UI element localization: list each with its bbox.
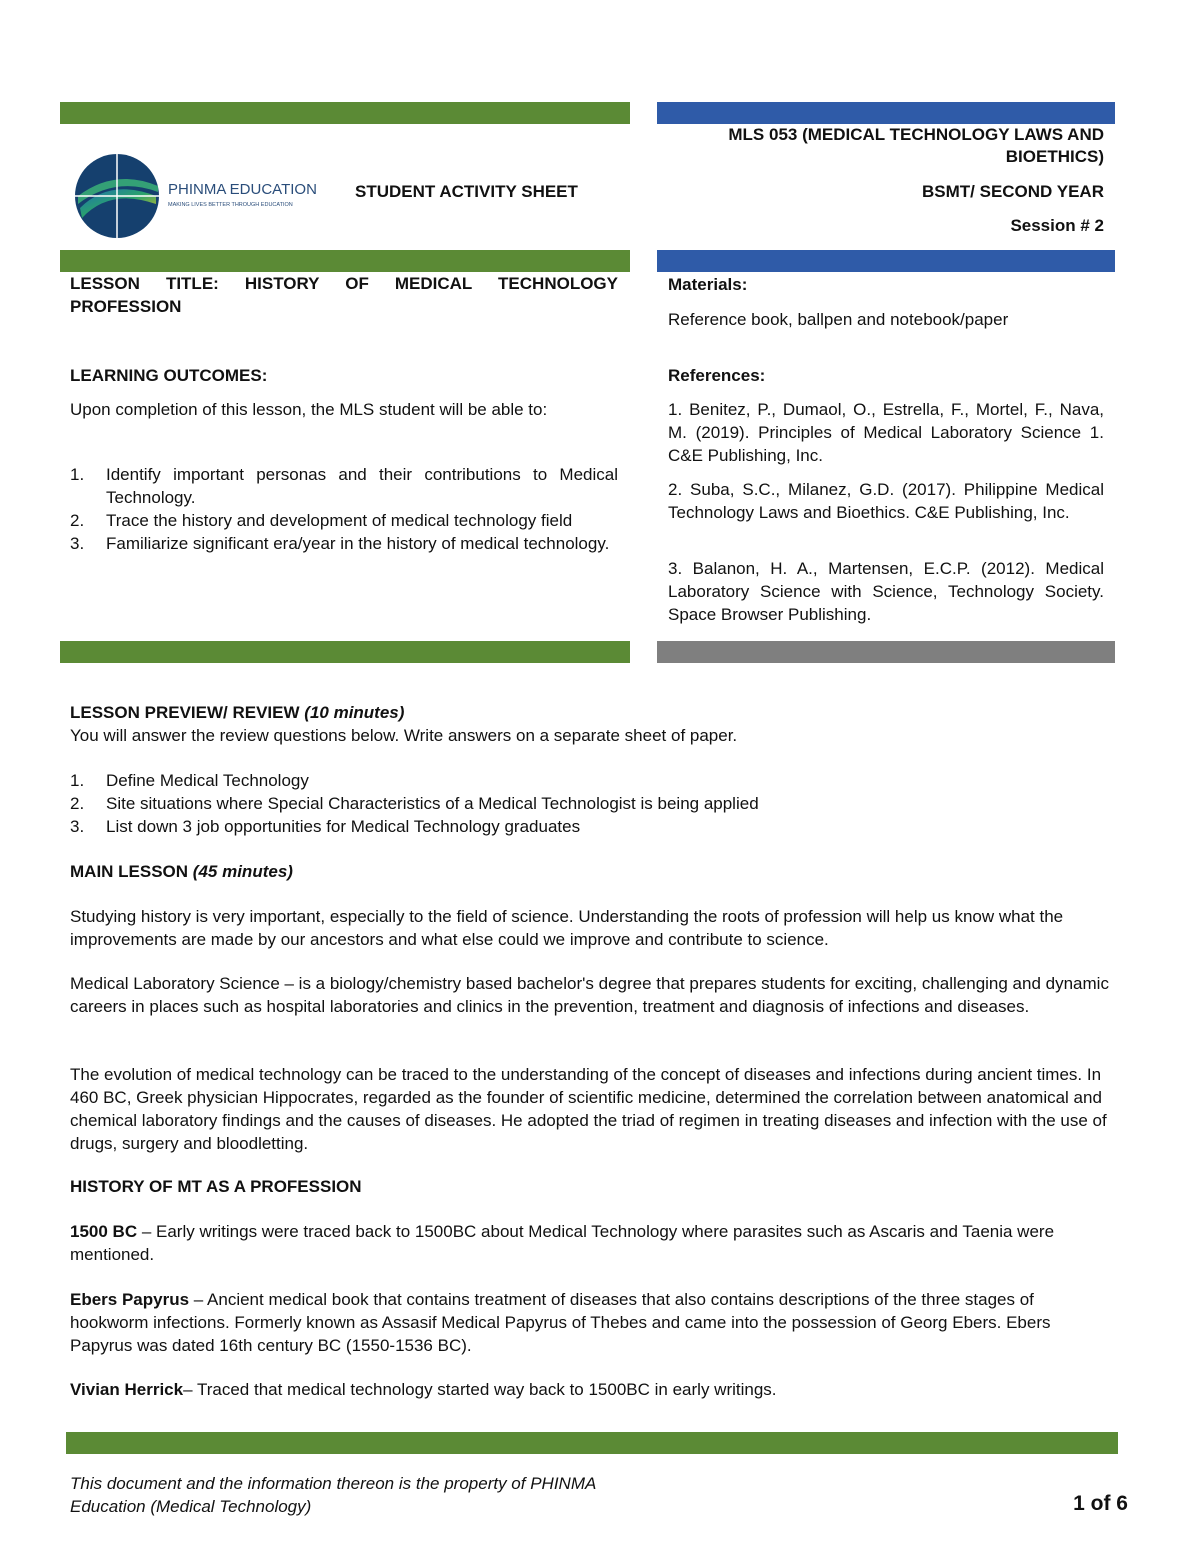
phinma-logo xyxy=(60,148,332,244)
course-title xyxy=(660,124,1104,168)
history-term: Ebers Papyrus xyxy=(70,1290,190,1309)
third-right-bar xyxy=(657,641,1115,663)
history-heading: HISTORY OF MT AS A PROFESSION xyxy=(70,1177,362,1196)
main-lesson-heading xyxy=(70,860,293,883)
footer-bar xyxy=(66,1432,1118,1454)
history-entry-ebers xyxy=(70,1288,1112,1357)
list-item xyxy=(70,769,1110,792)
history-term: 1500 BC xyxy=(70,1222,138,1241)
list-number: 3. xyxy=(70,534,85,553)
list-text: Identify important personas and their contributions to Medical Technology. xyxy=(106,465,618,507)
preview-heading xyxy=(70,701,404,724)
lesson-title: LESSON TITLE: HISTORY OF MEDICAL TECHNOLOGY PROFESSION xyxy=(70,274,618,316)
materials-heading: Materials: xyxy=(668,275,748,294)
list-number: 1. xyxy=(70,771,85,790)
history-text: – Ancient medical book that contains treatment of diseases that also contains descriptions of the three stages of hookworm infections. Formerly known as Assasif Medical Papyrus of Thebes and came into the possession of Georg Ebers. Ebers Papyrus was dated 16th century BC (1550-1536 BC). xyxy=(70,1290,1051,1355)
list-number: 2. xyxy=(70,794,85,813)
list-text: List down 3 job opportunities for Medical Technology graduates xyxy=(106,817,581,836)
list-number: 2. xyxy=(70,511,85,530)
main-paragraph-2: Medical Laboratory Science – is a biology/chemistry based bachelor's degree that prepares students for exciting, challenging and dynamic careers in places such as hospital laboratories and clinics in the prevention, treatment and diagnosis of infections and diseases. xyxy=(70,974,1109,1016)
activity-title: STUDENT ACTIVITY SHEET xyxy=(355,182,578,201)
list-item xyxy=(70,463,618,509)
second-right-bar xyxy=(657,250,1115,272)
outcomes-intro: Upon completion of this lesson, the MLS student will be able to: xyxy=(70,400,548,419)
list-text: Familiarize significant era/year in the history of medical technology. xyxy=(106,534,610,553)
preview-duration: (10 minutes) xyxy=(304,703,405,722)
list-item xyxy=(70,509,618,532)
second-left-bar xyxy=(60,250,630,272)
top-left-bar xyxy=(60,102,630,124)
preview-heading-text: LESSON PREVIEW/ REVIEW xyxy=(70,703,300,722)
svg-text:PHINMA EDUCATION: PHINMA EDUCATION xyxy=(168,181,317,198)
program-year: BSMT/ SECOND YEAR xyxy=(922,182,1104,201)
history-entry-1500bc xyxy=(70,1220,1110,1266)
svg-text:MAKING LIVES BETTER THROUGH ED: MAKING LIVES BETTER THROUGH EDUCATION xyxy=(168,202,293,208)
phinma-logo-icon xyxy=(60,148,332,244)
course-title-line1: MLS 053 (MEDICAL TECHNOLOGY LAWS AND xyxy=(728,125,1104,144)
preview-intro: You will answer the review questions below. Write answers on a separate sheet of paper. xyxy=(70,726,738,745)
footer-note xyxy=(70,1472,596,1518)
history-text: – Traced that medical technology started way back to 1500BC in early writings. xyxy=(183,1380,777,1399)
footer-note-line2: Education (Medical Technology) xyxy=(70,1497,312,1516)
main-paragraph-3: The evolution of medical technology can be traced to the understanding of the concept of diseases and infections during ancient times. In 460 BC, Greek physician Hippocrates, regarded as the founder of scientific medicine, determined the correlation between anatomical and chemical laboratory findings and the causes of diseases. He adopted the triad of regimen in treating diseases and infection with the use of drugs, surgery and bloodletting. xyxy=(70,1065,1107,1153)
outcomes-heading: LEARNING OUTCOMES: xyxy=(70,366,268,385)
list-item xyxy=(70,815,1110,838)
footer-note-line1: This document and the information thereon is the property of PHINMA xyxy=(70,1474,597,1493)
history-term: Vivian Herrick xyxy=(70,1380,184,1399)
course-title-line2: BIOETHICS) xyxy=(1005,147,1104,166)
list-text: Define Medical Technology xyxy=(106,771,309,790)
materials-text: Reference book, ballpen and notebook/paper xyxy=(668,310,1009,329)
list-text: Trace the history and development of medical technology field xyxy=(106,511,573,530)
reference-item-2: 2. Suba, S.C., Milanez, G.D. (2017). Philippine Medical Technology Laws and Bioethics. C&E Publishing, Inc. xyxy=(668,480,1104,522)
outcomes-list xyxy=(70,463,618,555)
reference-item-3: 3. Balanon, H. A., Martensen, E.C.P. (2012). Medical Laboratory Science with Science, Technology Society. Space Browser Publishing. xyxy=(668,559,1104,624)
session-number: Session # 2 xyxy=(1010,216,1104,235)
review-questions-list xyxy=(70,769,1110,838)
page-number: 1 of 6 xyxy=(1073,1492,1128,1515)
list-number: 3. xyxy=(70,817,85,836)
list-number: 1. xyxy=(70,465,85,484)
list-item xyxy=(70,792,1110,815)
references-heading: References: xyxy=(668,366,766,385)
history-text: – Early writings were traced back to 1500BC about Medical Technology where parasites such as Ascaris and Taenia were mentioned. xyxy=(70,1222,1055,1264)
main-paragraph-1: Studying history is very important, especially to the field of science. Understanding the roots of profession will help us know what the improvements are made by our ancestors and what else could we improve and contribute to science. xyxy=(70,907,1064,949)
main-heading-text: MAIN LESSON xyxy=(70,862,189,881)
history-entry-herrick xyxy=(70,1378,1110,1401)
list-text: Site situations where Special Characteristics of a Medical Technologist is being applied xyxy=(106,794,759,813)
list-item xyxy=(70,532,618,555)
top-right-bar xyxy=(657,102,1115,124)
reference-item-1: 1. Benitez, P., Dumaol, O., Estrella, F., Mortel, F., Nava, M. (2019). Principles of Medical Laboratory Science 1. C&E Publishing, Inc. xyxy=(668,400,1104,465)
third-left-bar xyxy=(60,641,630,663)
main-duration: (45 minutes) xyxy=(192,862,293,881)
